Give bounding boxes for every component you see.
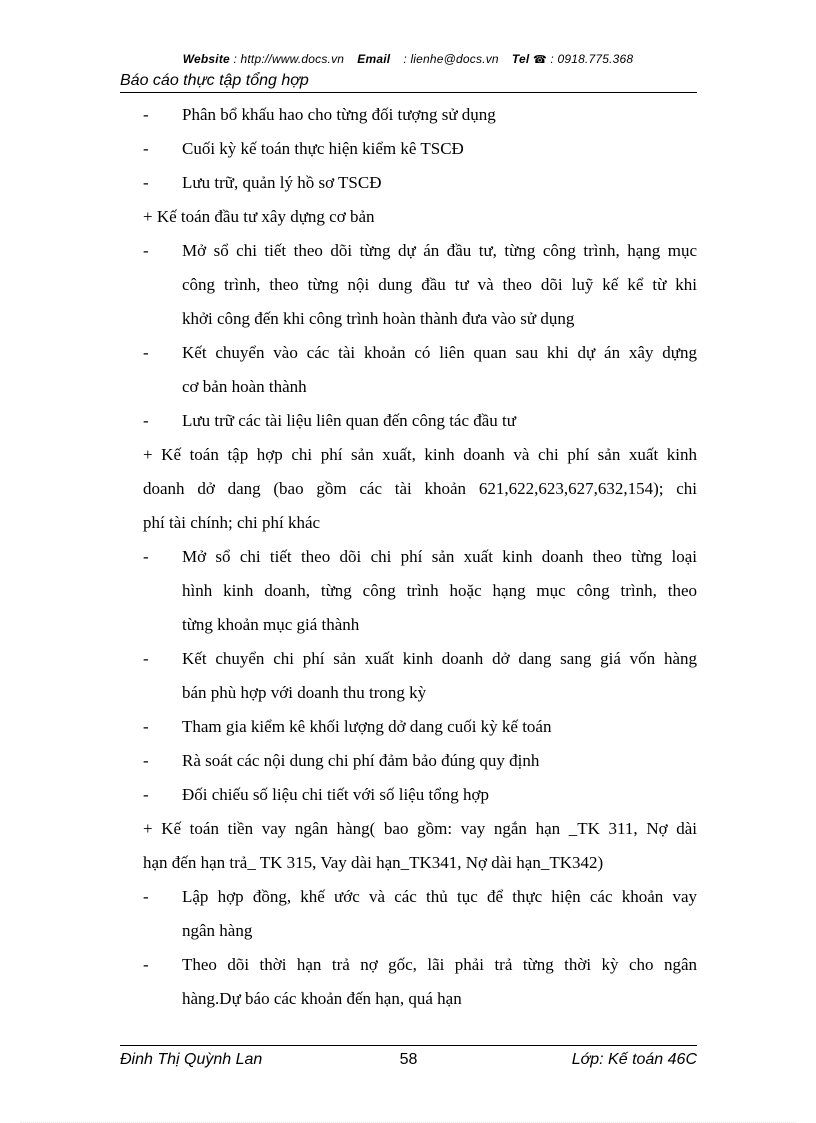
bullet-item	[143, 744, 697, 778]
bullet-item	[143, 642, 697, 676]
bullet-item	[143, 336, 697, 370]
footer-class: Lớp: Kế toán 46C	[571, 1051, 697, 1068]
footer-author: Đinh Thị Quỳnh Lan	[120, 1051, 263, 1068]
website-url[interactable]: : http://www.docs.vn	[233, 52, 345, 66]
tel-number: : 0918.775.368	[550, 52, 634, 66]
bullet-dash: -	[143, 173, 149, 192]
section-heading-line: doanh dở dang (bao gồm các tài khoản 621,622,623,627,632,154); chi	[143, 479, 697, 498]
email-address[interactable]: : lienhe@docs.vn	[403, 52, 499, 66]
bullet-text: Kết chuyển vào các tài khoản có liên quan sau khi dự án xây dựng	[182, 343, 697, 362]
continuation-line: cơ bản hoàn thành	[182, 377, 307, 396]
bullet-dash: -	[143, 139, 149, 158]
bullet-item	[143, 778, 697, 812]
running-title: Báo cáo thực tập tổng hợp	[120, 72, 697, 93]
bullet-text: Theo dõi thời hạn trả nợ gốc, lãi phải trả từng thời kỳ cho ngân	[182, 955, 697, 974]
bullet-item	[143, 948, 697, 982]
bullet-item	[143, 234, 697, 268]
page-footer	[120, 1045, 697, 1074]
continuation-line: từng khoản mục giá thành	[182, 615, 360, 634]
continuation-line: hàng.Dự báo các khoản đến hạn, quá hạn	[182, 989, 462, 1008]
bullet-dash: -	[143, 547, 149, 566]
page-number: 58	[399, 1051, 418, 1068]
bullet-text: Đối chiếu số liệu chi tiết với số liệu tổng hợp	[182, 785, 489, 804]
section-heading-line: + Kế toán tiền vay ngân hàng( bao gồm: vay ngắn hạn _TK 311, Nợ dài	[143, 819, 697, 838]
bullet-dash: -	[143, 785, 149, 804]
section-heading-line: phí tài chính; chi phí khác	[143, 513, 321, 532]
bullet-item	[143, 710, 697, 744]
website-label: Website	[182, 52, 230, 66]
bullet-dash: -	[143, 105, 149, 124]
bullet-text: Rà soát các nội dung chi phí đảm bảo đúng quy định	[182, 751, 540, 770]
website-header	[0, 52, 816, 66]
bullet-dash: -	[143, 411, 149, 430]
continuation-line: khởi công đến khi công trình hoàn thành đưa vào sử dụng	[182, 309, 575, 328]
continuation-line: hình kinh doanh, từng công trình hoặc hạng mục công trình, theo	[182, 581, 697, 600]
continuation-line: ngân hàng	[182, 921, 253, 940]
bullet-item	[143, 166, 697, 200]
bullet-dash: -	[143, 751, 149, 770]
bullet-dash: -	[143, 955, 149, 974]
email-label: Email	[357, 52, 391, 66]
bullet-dash: -	[143, 649, 149, 668]
bullet-text: Lưu trữ các tài liệu liên quan đến công tác đầu tư	[182, 411, 516, 430]
bullet-text: Phân bổ khấu hao cho từng đối tượng sử dụng	[182, 105, 496, 124]
document-body	[143, 98, 697, 1016]
bullet-text: Mở sổ chi tiết theo dõi từng dự án đầu tư, từng công trình, hạng mục	[182, 241, 697, 260]
bullet-text: Lập hợp đồng, khế ước và các thủ tục để thực hiện các khoản vay	[182, 887, 697, 906]
bullet-text: Lưu trữ, quản lý hồ sơ TSCĐ	[182, 173, 382, 192]
bullet-dash: -	[143, 887, 149, 906]
bullet-dash: -	[143, 717, 149, 736]
bullet-item	[143, 404, 697, 438]
bullet-dash: -	[143, 241, 149, 260]
bullet-text: Cuối kỳ kế toán thực hiện kiểm kê TSCĐ	[182, 139, 464, 158]
bullet-item	[143, 880, 697, 914]
tel-label: Tel	[511, 52, 530, 66]
bullet-item	[143, 98, 697, 132]
continuation-line: bán phù hợp với doanh thu trong kỳ	[182, 683, 427, 702]
bullet-text: Kết chuyển chi phí sản xuất kinh doanh dở dang sang giá vốn hàng	[182, 649, 697, 668]
section-heading-line: + Kế toán tập hợp chi phí sản xuất, kinh doanh và chi phí sản xuất kinh	[143, 445, 697, 464]
bullet-text: Mở sổ chi tiết theo dõi chi phí sản xuất kinh doanh theo từng loại	[182, 547, 697, 566]
phone-icon: ☎	[532, 54, 547, 66]
bullet-item	[143, 540, 697, 574]
bullet-text: Tham gia kiểm kê khối lượng dở dang cuối kỳ kế toán	[182, 717, 552, 736]
section-heading-line: + Kế toán đầu tư xây dựng cơ bản	[143, 207, 375, 226]
bullet-dash: -	[143, 343, 149, 362]
bullet-item	[143, 132, 697, 166]
continuation-line: công trình, theo từng nội dung đầu tư và theo dõi luỹ kế kể từ khi	[182, 275, 697, 294]
section-heading-line: hạn đến hạn trả_ TK 315, Vay dài hạn_TK341, Nợ dài hạn_TK342)	[143, 853, 604, 872]
